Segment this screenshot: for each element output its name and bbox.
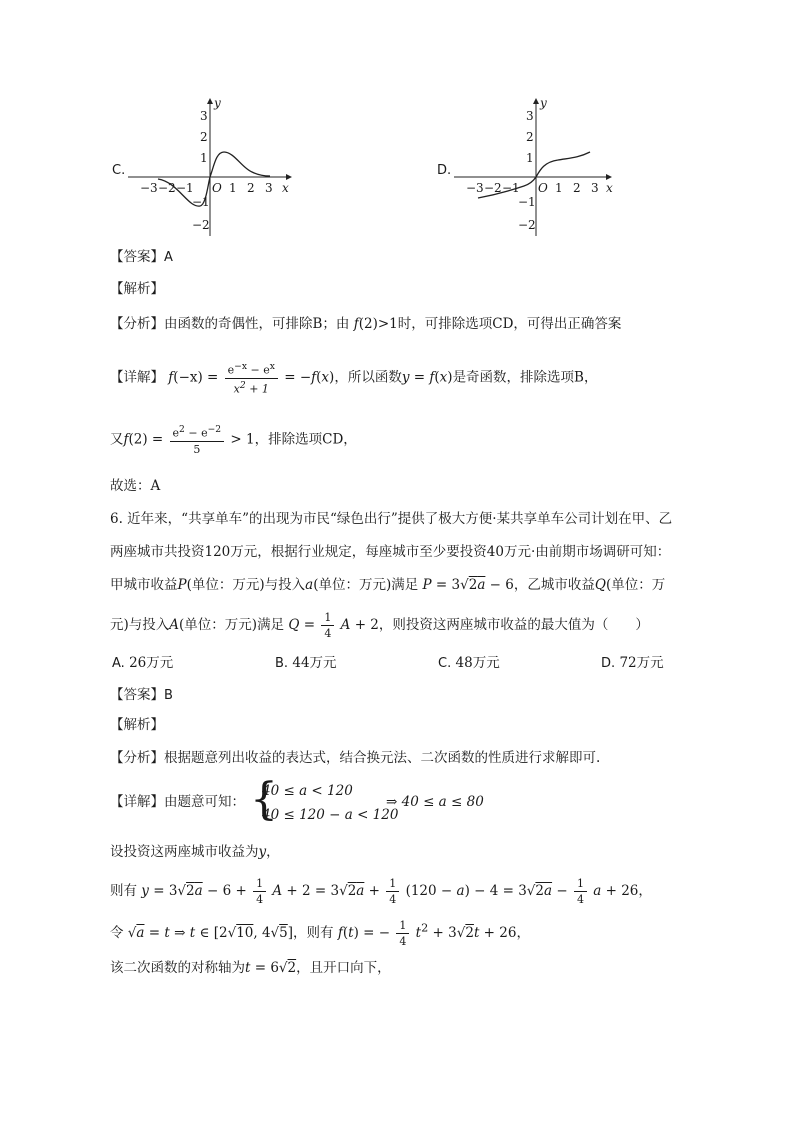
zeyou-text: 则有 xyxy=(110,883,137,899)
option-b-letter: B. xyxy=(275,656,289,671)
q6-xiangjie-intro xyxy=(110,796,245,810)
fenxi-text-2: 时，可排除选项CD，可得出正确答案 xyxy=(397,316,622,332)
q6-axis-line xyxy=(110,962,391,976)
formula-neg-fx: = −f(x) xyxy=(284,369,335,386)
graph-c-ytick-2: 2 xyxy=(200,130,208,144)
ft-frac: $\frac{1}{4}$ xyxy=(396,920,409,947)
fraction-odd: $\frac{e^{-x} - e^x}{x^2 + 1}$ xyxy=(225,362,278,394)
graph-c-ytick-3: 3 xyxy=(200,109,208,123)
q6-xiangjie-tag: 【详解】 xyxy=(110,794,164,810)
zeyou2-text: ，则有 xyxy=(293,925,334,941)
q5-you-line xyxy=(110,425,357,455)
q6-xiangjie-intro-text: 由题意可知： xyxy=(164,794,245,810)
var-A: A xyxy=(169,617,180,633)
q5-answer-line xyxy=(110,251,173,265)
q6-line2e: 万元·由前期市场调研可知： xyxy=(503,544,671,560)
formula-f-neg-x-arg: (−x) = xyxy=(173,369,219,386)
ft-expr: f(t) = − xyxy=(337,925,391,941)
q6-set-y xyxy=(110,846,280,860)
graph-c-xtick-m1: −1 xyxy=(176,181,194,195)
derivation-p4: a + 26， xyxy=(593,883,652,899)
option-c-label: C. xyxy=(112,163,126,178)
option-d-label: D. xyxy=(437,163,452,178)
q5-guxuan: 故选：A xyxy=(110,478,161,494)
option-a-letter: A. xyxy=(112,656,125,671)
option-a-num: 26 xyxy=(129,655,147,671)
q6-total: 120 xyxy=(204,544,231,560)
q6-fenxi-line xyxy=(110,752,600,766)
q6-line4b: (单位：万元)满足 xyxy=(179,617,285,633)
q5-xiangjie-line xyxy=(110,362,597,394)
system-brace: { xyxy=(250,774,278,825)
formula-f-neg-x: f xyxy=(168,369,174,386)
graph-c xyxy=(128,96,298,241)
q6-line-1: 6. 近年来，“共享单车”的出现为市民“绿色出行”提供了极大方便·某共享单车公司计划在甲、乙 xyxy=(110,511,673,527)
graph-d-ytick-m1: −1 xyxy=(518,195,536,209)
formula-Q-eq: = xyxy=(299,617,316,633)
q6-line2c: 万元，根据行业规定，每座城市至少要投资 xyxy=(230,544,487,560)
q6-option-c[interactable] xyxy=(438,657,500,671)
option-d-unit: 万元 xyxy=(636,655,664,671)
graph-d-x-label: x xyxy=(606,181,613,195)
graph-d-y-label: y xyxy=(540,96,547,110)
graph-d-ytick-1: 1 xyxy=(526,151,534,165)
graph-d-xtick-3: 3 xyxy=(591,181,599,195)
set-y-comma: ， xyxy=(266,844,280,860)
formula-f2-rest: (2)>1 xyxy=(358,316,398,332)
ft-rest: $t^2 + 3√2t + 26$， xyxy=(415,921,530,941)
graph-c-ytick-m1: −1 xyxy=(192,195,210,209)
graph-d xyxy=(454,96,624,241)
derivation-frac-1: $\frac{1}{4}$ xyxy=(253,878,266,905)
graph-d-xtick-m3: −3 xyxy=(466,181,484,195)
q6-line3b: (单位：万元)与投入 xyxy=(186,577,306,593)
q6-line-4 xyxy=(110,612,649,639)
q6-line-2 xyxy=(110,546,670,560)
formula-gt1: > 1 xyxy=(230,431,255,448)
graph-d-xtick-m1: −1 xyxy=(502,181,520,195)
answer-value: A xyxy=(164,250,173,265)
formula-Q-lhs: Q xyxy=(288,617,300,633)
graph-d-origin: O xyxy=(538,181,548,195)
q6-answer-value: B xyxy=(164,688,173,703)
q5-fenxi-line xyxy=(110,318,621,332)
option-c-letter: C. xyxy=(438,656,452,671)
derivation-p3: (120 − a) − 4 = 3√2a − xyxy=(405,883,568,899)
q6-option-b[interactable] xyxy=(275,657,337,671)
you-text: 又 xyxy=(110,431,124,448)
graph-c-curve xyxy=(158,152,270,209)
q6-fenxi-text: 根据题意列出收益的表达式，结合换元法、二次函数的性质进行求解即可. xyxy=(164,750,601,766)
graph-c-origin: O xyxy=(212,181,222,195)
option-b-unit: 万元 xyxy=(309,655,337,671)
graph-c-ytick-m2: −2 xyxy=(192,218,210,232)
q5-jiexi-tag: 【解析】 xyxy=(110,281,164,297)
fenxi-tag: 【分析】 xyxy=(110,316,164,332)
graph-d-ytick-2: 2 xyxy=(526,130,534,144)
graph-d-xtick-1: 1 xyxy=(555,181,563,195)
option-c-num: 48 xyxy=(455,655,473,671)
graph-c-xtick-m2: −2 xyxy=(158,181,176,195)
axis-text: 该二次函数的对称轴为 xyxy=(110,960,245,976)
var-P: P xyxy=(177,577,187,593)
var-y: y xyxy=(258,844,267,860)
graph-c-xtick-2: 2 xyxy=(247,181,255,195)
graph-c-x-label: x xyxy=(282,181,289,195)
graph-c-y-label: y xyxy=(214,96,221,110)
graph-c-xtick-1: 1 xyxy=(229,181,237,195)
q6-line3c: (单位：万元)满足 xyxy=(313,577,419,593)
fraction-quarter: $\frac{1}{4}$ xyxy=(321,612,334,639)
var-a: a xyxy=(305,577,314,593)
option-a-unit: 万元 xyxy=(146,655,174,671)
q6-option-a[interactable] xyxy=(112,657,173,671)
formula-f2: f xyxy=(349,316,359,332)
system-result: ⇒ 40 ≤ a ≤ 80 xyxy=(386,794,484,810)
q6-line4a: 元)与投入 xyxy=(110,617,170,633)
option-c-unit: 万元 xyxy=(472,655,500,671)
q6-line3d: ，乙城市收益 xyxy=(513,577,595,593)
derivation-frac-2: $\frac{1}{4}$ xyxy=(386,878,399,905)
axis-text-end: ，且开口向下， xyxy=(296,960,391,976)
fraction-f2: $\frac{e^2 - e^{-2}}{5}$ xyxy=(170,425,225,455)
q6-line3e: (单位：万 xyxy=(605,577,666,593)
set-y-text: 设投资这两座城市收益为 xyxy=(110,844,259,860)
derivation-frac-3: $\frac{1}{4}$ xyxy=(574,878,587,905)
formula-f2-eq: f(2) = xyxy=(123,431,164,448)
option-d-letter: D. xyxy=(601,656,616,671)
system-line-1: 40 ≤ a < 120 xyxy=(262,783,353,799)
formula-y-fx: y = f(x) xyxy=(401,369,453,386)
formula-Q-rhs: A + 2 xyxy=(340,617,379,633)
graph-c-ytick-1: 1 xyxy=(200,151,208,165)
q6-line2a: 两座城市共投资 xyxy=(110,544,205,560)
q6-substitution xyxy=(110,920,530,947)
graph-d-ytick-m2: −2 xyxy=(518,218,536,232)
graph-d-ytick-3: 3 xyxy=(526,109,534,123)
q6-answer-tag: 【答案】 xyxy=(110,687,164,703)
graph-c-xtick-m3: −3 xyxy=(140,181,158,195)
q6-derivation xyxy=(110,878,652,905)
q6-option-d[interactable] xyxy=(601,657,664,671)
var-Q: Q xyxy=(594,577,606,593)
formula-P: P = 3√2a − 6 xyxy=(422,577,514,593)
derivation-p2: A + 2 = 3√2a + xyxy=(272,883,380,899)
q6-line3a: 甲城市收益 xyxy=(110,577,178,593)
q6-min: 40 xyxy=(486,544,504,560)
graph-d-xtick-2: 2 xyxy=(573,181,581,195)
q6-answer-line xyxy=(110,689,173,703)
q6-fenxi-tag: 【分析】 xyxy=(110,750,164,766)
option-b-num: 44 xyxy=(292,655,310,671)
graph-c-xtick-3: 3 xyxy=(265,181,273,195)
answer-tag: 【答案】 xyxy=(110,249,164,265)
fenxi-text-1: 由函数的奇偶性，可排除B；由 xyxy=(164,316,350,332)
axis-expr: t = 6√2 xyxy=(245,960,297,976)
system-line-2: 40 ≤ 120 − a < 120 xyxy=(262,807,399,823)
q6-jiexi-tag: 【解析】 xyxy=(110,717,164,733)
xiangjie-end: 是奇函数，排除选项B， xyxy=(452,369,598,386)
you-end: ，排除选项CD， xyxy=(254,431,357,448)
substitution-expr: √a = t ⇒ t ∈ [2√10, 4√5] xyxy=(127,925,294,941)
xiangjie-mid: ，所以函数 xyxy=(334,369,402,386)
q6-line-3 xyxy=(110,579,665,593)
ling-text: 令 xyxy=(110,925,124,941)
derivation-p1: y = 3√2a − 6 + xyxy=(141,883,247,899)
option-d-num: 72 xyxy=(619,655,637,671)
q6-line4c: ，则投资这两座城市收益的最大值为（ ） xyxy=(378,617,649,633)
xiangjie-tag: 【详解】 xyxy=(110,369,164,386)
graph-d-xtick-m2: −2 xyxy=(484,181,502,195)
